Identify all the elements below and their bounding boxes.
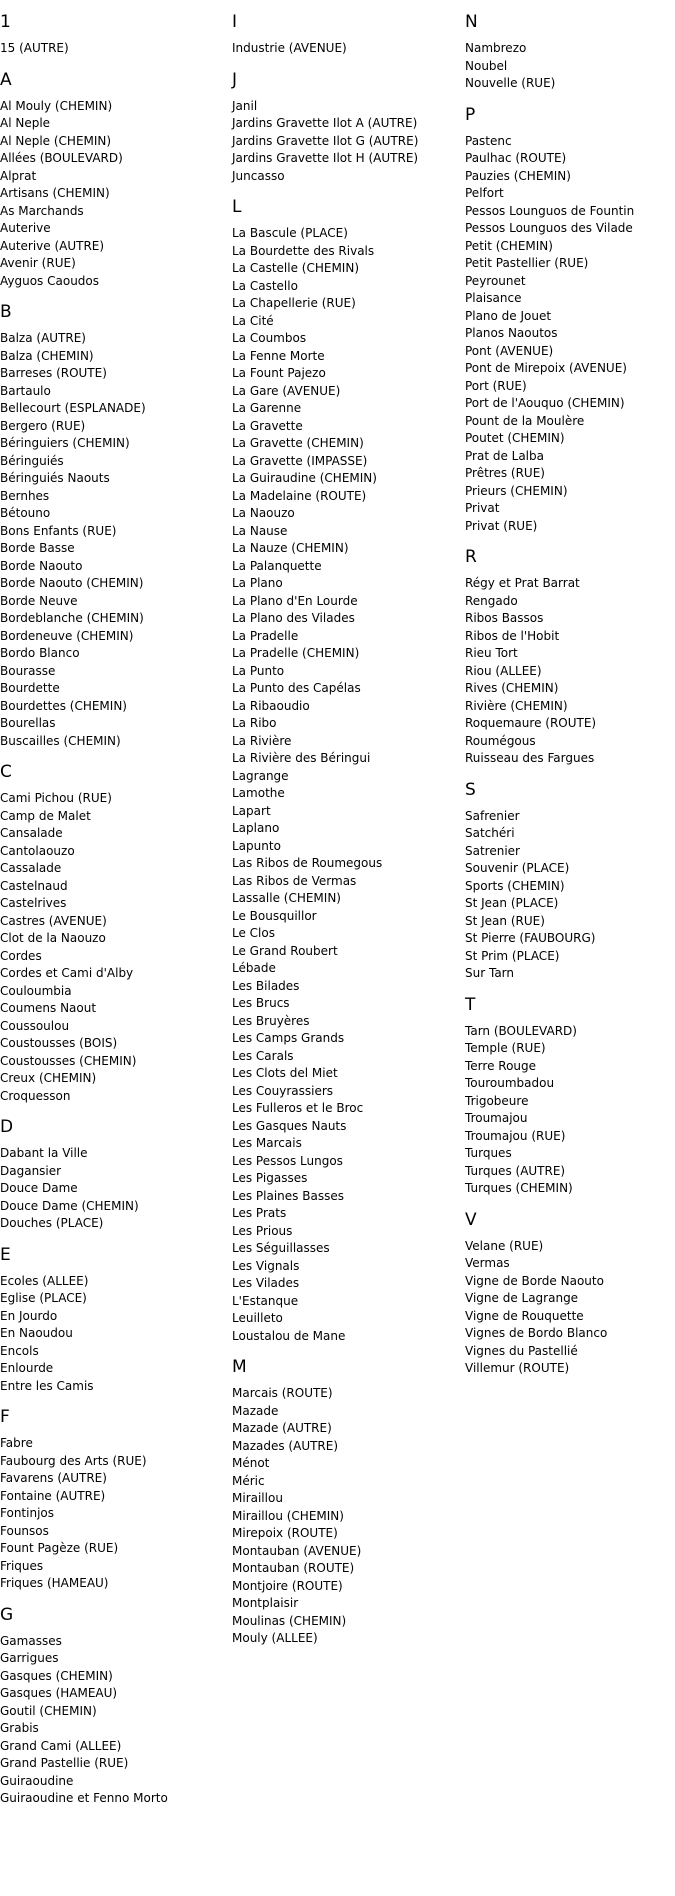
street-name: La Fount Pajezo bbox=[232, 366, 326, 380]
street-name: Pelfort bbox=[465, 186, 504, 200]
street-name: Alprat bbox=[0, 168, 37, 183]
street-name: Ribos Bassos bbox=[465, 611, 544, 625]
street-name: Lapunto bbox=[232, 838, 281, 853]
street-name: Coussoulou bbox=[0, 1018, 70, 1033]
street-name: Privat (RUE) bbox=[465, 518, 538, 533]
street-name: Rieu Tort bbox=[465, 646, 518, 660]
street-name: Plano de Jouet bbox=[465, 308, 552, 323]
street-name: St Pierre (FAUBOURG) bbox=[465, 931, 596, 945]
letter-heading: V bbox=[465, 1209, 477, 1230]
letter-heading: E bbox=[0, 1244, 11, 1265]
street-name: Ayguos Caoudos bbox=[0, 273, 100, 288]
street-name: Bourdette bbox=[0, 681, 60, 695]
street-name: Mouly (ALLEE) bbox=[232, 1631, 318, 1645]
street-name: Turques (CHEMIN) bbox=[465, 1181, 573, 1195]
street-list bbox=[465, 808, 675, 983]
street-name: Jardins Gravette Ilot A (AUTRE) bbox=[232, 116, 418, 130]
street-name: Douce Dame (CHEMIN) bbox=[0, 1198, 139, 1213]
street-name: 15 (AUTRE) bbox=[0, 41, 69, 55]
street-name: Balza (AUTRE) bbox=[0, 331, 86, 345]
index-column-1 bbox=[0, 12, 220, 1820]
street-name: Vigne de Rouquette bbox=[465, 1308, 584, 1323]
letter-section bbox=[465, 12, 675, 93]
letter-section bbox=[0, 70, 220, 291]
street-name: Grabis bbox=[0, 1721, 39, 1735]
street-name: Terre Rouge bbox=[465, 1058, 537, 1073]
street-name: La Plano des Vilades bbox=[232, 611, 355, 625]
street-name: En Jourdo bbox=[0, 1308, 58, 1323]
street-name: Dabant la Ville bbox=[0, 1146, 88, 1160]
letter-heading: B bbox=[0, 302, 12, 322]
street-name: Paulhac (ROUTE) bbox=[465, 151, 567, 165]
street-name: Villemur (ROUTE) bbox=[465, 1361, 570, 1375]
street-name: Goutil (CHEMIN) bbox=[0, 1703, 97, 1718]
street-name: Avenir (RUE) bbox=[0, 256, 76, 270]
street-name: Turques bbox=[465, 1146, 512, 1160]
street-name: Eglise (PLACE) bbox=[0, 1291, 87, 1305]
letter-heading: C bbox=[0, 762, 12, 782]
letter-heading: P bbox=[465, 104, 476, 125]
street-name: Petit (CHEMIN) bbox=[465, 238, 553, 253]
street-name: Miraillou (CHEMIN) bbox=[232, 1508, 344, 1523]
street-name: Fabre bbox=[0, 1436, 33, 1450]
street-name: Prieurs (CHEMIN) bbox=[465, 483, 568, 498]
street-name: Cassalade bbox=[0, 861, 62, 875]
street-name: Las Ribos de Vermas bbox=[232, 873, 357, 888]
street-name: St Prim (PLACE) bbox=[465, 948, 560, 963]
street-name: Mazade bbox=[232, 1403, 279, 1418]
street-name: Cordes et Cami d'Alby bbox=[0, 966, 134, 980]
street-name: Bordo Blanco bbox=[0, 646, 80, 660]
street-name: Coumens Naout bbox=[0, 1001, 97, 1015]
street-name: Fount Pagèze (RUE) bbox=[0, 1541, 119, 1555]
street-name: Le Grand Roubert bbox=[232, 943, 338, 958]
street-name: La Castello bbox=[232, 278, 298, 293]
street-name: La Plano bbox=[232, 576, 283, 590]
street-name: La Gravette (IMPASSE) bbox=[232, 453, 368, 468]
street-name: Juncasso bbox=[232, 168, 285, 183]
street-name: Les Bilades bbox=[232, 978, 300, 993]
street-name: Gasques (CHEMIN) bbox=[0, 1668, 113, 1683]
street-list bbox=[465, 40, 675, 93]
street-name: Ruisseau des Fargues bbox=[465, 751, 595, 765]
letter-section bbox=[232, 70, 452, 186]
street-name: As Marchands bbox=[0, 203, 84, 218]
letter-heading: N bbox=[465, 12, 478, 32]
street-name: Coustousses (BOIS) bbox=[0, 1036, 118, 1050]
street-name: La Plano d'En Lourde bbox=[232, 593, 358, 608]
street-name: Lagrange bbox=[232, 768, 289, 783]
street-list bbox=[0, 790, 220, 1105]
street-list bbox=[465, 1238, 675, 1378]
street-name: Bordeneuve (CHEMIN) bbox=[0, 628, 134, 643]
street-name: La Madelaine (ROUTE) bbox=[232, 488, 367, 503]
street-list bbox=[465, 1023, 675, 1198]
street-name: Montjoire (ROUTE) bbox=[232, 1578, 343, 1593]
street-name: Le Clos bbox=[232, 926, 275, 940]
street-name: La Castelle (CHEMIN) bbox=[232, 261, 360, 275]
street-name: Safrenier bbox=[465, 808, 520, 823]
street-list bbox=[0, 1145, 220, 1233]
street-name: Pastenc bbox=[465, 133, 512, 148]
street-name: Roquemaure (ROUTE) bbox=[465, 716, 597, 730]
street-name: Vigne de Borde Naouto bbox=[465, 1273, 604, 1288]
street-name: Trigobeure bbox=[465, 1093, 529, 1108]
street-name: Petit Pastellier (RUE) bbox=[465, 256, 589, 270]
street-name: Fontaine (AUTRE) bbox=[0, 1488, 106, 1503]
street-name: Buscailles (CHEMIN) bbox=[0, 733, 121, 748]
street-name: Béringuiés Naouts bbox=[0, 471, 110, 485]
street-name: La Palanquette bbox=[232, 558, 322, 573]
letter-section bbox=[0, 1117, 220, 1233]
street-name: Bourasse bbox=[0, 663, 56, 678]
street-name: Douches (PLACE) bbox=[0, 1216, 104, 1230]
letter-section bbox=[465, 547, 675, 768]
street-name: Plaisance bbox=[465, 291, 522, 305]
street-name: Grand Cami (ALLEE) bbox=[0, 1738, 122, 1753]
street-name: Douce Dame bbox=[0, 1181, 78, 1195]
street-name: Borde Naouto (CHEMIN) bbox=[0, 576, 144, 590]
street-name: Prêtres (RUE) bbox=[465, 466, 545, 480]
street-list bbox=[232, 40, 452, 58]
street-name: Laplano bbox=[232, 821, 280, 835]
street-name: Roumégous bbox=[465, 733, 536, 748]
street-name: Bartaulo bbox=[0, 383, 51, 398]
street-name: La Pradelle bbox=[232, 628, 299, 643]
letter-section bbox=[232, 197, 452, 1345]
street-name: Riou (ALLEE) bbox=[465, 663, 542, 678]
letter-section bbox=[0, 1605, 220, 1808]
street-name: La Ribo bbox=[232, 716, 277, 730]
street-name: Ménot bbox=[232, 1456, 270, 1470]
street-name: Rivière (CHEMIN) bbox=[465, 698, 568, 713]
street-name: Vigne de Lagrange bbox=[465, 1291, 579, 1305]
letter-section bbox=[465, 105, 675, 536]
street-name: Troumajou bbox=[465, 1111, 528, 1125]
street-name: La Pradelle (CHEMIN) bbox=[232, 646, 360, 660]
street-name: Satrenier bbox=[465, 843, 520, 858]
street-name: Cami Pichou (RUE) bbox=[0, 791, 112, 805]
street-name: Sur Tarn bbox=[465, 966, 514, 980]
street-name: Lapart bbox=[232, 803, 271, 818]
street-name: Privat bbox=[465, 501, 500, 515]
street-name: Rives (CHEMIN) bbox=[465, 681, 559, 695]
street-name: Enlourde bbox=[0, 1361, 54, 1375]
street-name: Les Brucs bbox=[232, 996, 290, 1010]
street-list bbox=[465, 133, 675, 536]
street-name: La Bascule (PLACE) bbox=[232, 226, 348, 240]
street-name: Ecoles (ALLEE) bbox=[0, 1273, 89, 1288]
street-name: Loustalou de Mane bbox=[232, 1328, 346, 1343]
street-name: La Fenne Morte bbox=[232, 348, 325, 363]
street-name: Béringuiers (CHEMIN) bbox=[0, 436, 130, 450]
street-name: Jardins Gravette Ilot G (AUTRE) bbox=[232, 133, 419, 148]
street-name: Mirepoix (ROUTE) bbox=[232, 1526, 338, 1540]
letter-heading: L bbox=[232, 197, 242, 217]
street-list bbox=[232, 98, 452, 186]
street-name: Al Mouly (CHEMIN) bbox=[0, 98, 113, 113]
street-name: Lamothe bbox=[232, 786, 285, 800]
letter-heading: D bbox=[0, 1117, 14, 1137]
street-name: Les Bruyères bbox=[232, 1013, 310, 1028]
street-name: Rengado bbox=[465, 593, 518, 608]
street-name: Les Pigasses bbox=[232, 1171, 308, 1185]
street-name: Les Fulleros et le Broc bbox=[232, 1101, 364, 1115]
street-name: Fontinjos bbox=[0, 1506, 54, 1520]
street-name: Garrigues bbox=[0, 1651, 59, 1665]
letter-section bbox=[465, 1210, 675, 1378]
street-name: Castelnaud bbox=[0, 878, 68, 893]
street-name: Bourellas bbox=[0, 716, 56, 730]
street-name: Vignes du Pastellié bbox=[465, 1343, 578, 1358]
street-name: Borde Neuve bbox=[0, 593, 78, 608]
street-name: Friques (HAMEAU) bbox=[0, 1576, 109, 1590]
street-name: Castres (AVENUE) bbox=[0, 913, 107, 928]
street-name: Les Gasques Nauts bbox=[232, 1118, 347, 1133]
letter-heading: I bbox=[232, 12, 238, 32]
street-name: Bourdettes (CHEMIN) bbox=[0, 698, 127, 713]
street-name: La Gravette (CHEMIN) bbox=[232, 436, 364, 450]
street-name: Montplaisir bbox=[232, 1596, 299, 1610]
street-list bbox=[0, 1273, 220, 1396]
street-name: Les Plaines Basses bbox=[232, 1188, 344, 1203]
letter-section bbox=[0, 302, 220, 750]
street-name: Souvenir (PLACE) bbox=[465, 861, 570, 875]
letter-heading: S bbox=[465, 779, 476, 800]
street-name: Peyrounet bbox=[465, 273, 526, 288]
letter-heading: A bbox=[0, 69, 12, 90]
street-name: Dagansier bbox=[0, 1163, 62, 1178]
street-name: Gasques (HAMEAU) bbox=[0, 1686, 118, 1700]
street-name: Allées (BOULEVARD) bbox=[0, 151, 123, 165]
street-name: Les Pessos Lungos bbox=[232, 1153, 343, 1168]
street-name: La Naouzo bbox=[232, 506, 295, 520]
street-name: La Nauze (CHEMIN) bbox=[232, 541, 349, 555]
street-name: Les Prious bbox=[232, 1223, 293, 1238]
street-name: La Rivière des Béringui bbox=[232, 751, 371, 765]
index-column-3 bbox=[465, 12, 675, 1390]
street-name: Méric bbox=[232, 1473, 265, 1488]
street-name: Miraillou bbox=[232, 1491, 283, 1505]
street-name: Les Carals bbox=[232, 1048, 294, 1063]
letter-section bbox=[232, 1357, 452, 1648]
street-name: Marcais (ROUTE) bbox=[232, 1386, 333, 1400]
street-name: Pount de la Moulère bbox=[465, 413, 585, 428]
street-name: La Gravette bbox=[232, 418, 303, 433]
street-name: Lassalle (CHEMIN) bbox=[232, 891, 341, 905]
street-name: La Cité bbox=[232, 313, 274, 328]
street-name: Port (RUE) bbox=[465, 378, 527, 393]
street-name: Borde Basse bbox=[0, 541, 75, 555]
street-name: Castelrives bbox=[0, 896, 67, 910]
street-name: Couloumbia bbox=[0, 983, 72, 998]
letter-section bbox=[0, 12, 220, 58]
street-name: Les Séguillasses bbox=[232, 1241, 330, 1255]
street-name: Friques bbox=[0, 1558, 44, 1573]
street-name: Régy et Prat Barrat bbox=[465, 576, 580, 590]
street-name: Las Ribos de Roumegous bbox=[232, 856, 383, 870]
street-name: Grand Pastellie (RUE) bbox=[0, 1756, 129, 1770]
street-name: Al Neple bbox=[0, 116, 51, 130]
letter-heading: R bbox=[465, 547, 477, 567]
street-name: Cordes bbox=[0, 948, 42, 963]
street-name: Mazades (AUTRE) bbox=[232, 1438, 339, 1453]
street-name: Lébade bbox=[232, 961, 276, 975]
letter-section bbox=[0, 1407, 220, 1593]
street-name: Faubourg des Arts (RUE) bbox=[0, 1453, 147, 1468]
street-name: Croquesson bbox=[0, 1088, 71, 1103]
street-name: Favarens (AUTRE) bbox=[0, 1471, 107, 1485]
street-name: Guiraoudine bbox=[0, 1773, 74, 1788]
letter-section bbox=[0, 1245, 220, 1396]
street-name: Coustousses (CHEMIN) bbox=[0, 1053, 137, 1068]
street-list bbox=[232, 225, 452, 1345]
street-name: Moulinas (CHEMIN) bbox=[232, 1613, 347, 1628]
street-name: Temple (RUE) bbox=[465, 1041, 546, 1055]
letter-heading: 1 bbox=[0, 12, 11, 32]
street-name: La Nause bbox=[232, 523, 288, 538]
street-name: Béringuiés bbox=[0, 453, 64, 468]
street-name: Balza (CHEMIN) bbox=[0, 348, 94, 363]
street-name: Turques (AUTRE) bbox=[465, 1163, 566, 1178]
street-name: Barreses (ROUTE) bbox=[0, 366, 107, 380]
street-name: Les Vignals bbox=[232, 1258, 300, 1273]
letter-heading: T bbox=[465, 994, 476, 1015]
street-list bbox=[0, 1633, 220, 1808]
street-name: Artisans (CHEMIN) bbox=[0, 186, 110, 200]
street-name: Industrie (AVENUE) bbox=[232, 41, 347, 55]
street-name: La Garenne bbox=[232, 401, 302, 415]
street-name: Jardins Gravette Ilot H (AUTRE) bbox=[232, 151, 419, 165]
street-name: Les Marcais bbox=[232, 1136, 302, 1150]
street-name: Pont (AVENUE) bbox=[465, 343, 554, 358]
street-name: Cantolaouzo bbox=[0, 843, 75, 858]
street-name: Les Vilades bbox=[232, 1276, 300, 1290]
street-name: La Coumbos bbox=[232, 331, 307, 345]
street-name: Clot de la Naouzo bbox=[0, 931, 106, 945]
street-name: La Rivière bbox=[232, 733, 292, 748]
street-list bbox=[0, 330, 220, 750]
street-name: En Naoudou bbox=[0, 1326, 73, 1340]
street-name: Sports (CHEMIN) bbox=[465, 878, 565, 893]
street-name: Les Clots del Miet bbox=[232, 1066, 338, 1080]
street-name: Creux (CHEMIN) bbox=[0, 1071, 97, 1085]
street-name: Vignes de Bordo Blanco bbox=[465, 1326, 608, 1340]
street-name: La Punto des Capélas bbox=[232, 681, 361, 695]
street-name: Encols bbox=[0, 1343, 39, 1358]
street-name: Auterive bbox=[0, 221, 51, 235]
street-name: Poutet (CHEMIN) bbox=[465, 431, 565, 445]
street-name: Gamasses bbox=[0, 1633, 62, 1648]
street-name: Les Couyrassiers bbox=[232, 1083, 334, 1098]
street-name: Pauzies (CHEMIN) bbox=[465, 168, 571, 183]
street-name: Pessos Lounguos de Fountin bbox=[465, 203, 635, 218]
street-name: Touroumbadou bbox=[465, 1076, 555, 1090]
street-name: L'Estanque bbox=[232, 1293, 299, 1308]
letter-heading: F bbox=[0, 1407, 10, 1427]
street-name: Le Bousquillor bbox=[232, 908, 317, 923]
street-name: Cansalade bbox=[0, 826, 63, 840]
street-name: Auterive (AUTRE) bbox=[0, 238, 105, 253]
letter-heading: J bbox=[232, 69, 238, 90]
street-name: Bons Enfants (RUE) bbox=[0, 523, 117, 538]
letter-section bbox=[0, 762, 220, 1105]
street-name: St Jean (PLACE) bbox=[465, 896, 559, 910]
street-name: Bétouno bbox=[0, 506, 51, 520]
street-name: Bergero (RUE) bbox=[0, 418, 86, 433]
letter-heading: G bbox=[0, 1604, 14, 1625]
street-name: Pont de Mirepoix (AVENUE) bbox=[465, 361, 627, 375]
street-list bbox=[0, 40, 220, 58]
street-name: La Bourdette des Rivals bbox=[232, 243, 375, 258]
street-list bbox=[0, 1435, 220, 1593]
street-name: Prat de Lalba bbox=[465, 448, 544, 463]
letter-section bbox=[232, 12, 452, 58]
street-name: Entre les Camis bbox=[0, 1378, 94, 1393]
street-name: Planos Naoutos bbox=[465, 326, 558, 340]
street-name: La Ribaoudio bbox=[232, 698, 310, 713]
street-name: Camp de Malet bbox=[0, 808, 91, 823]
street-name: Les Prats bbox=[232, 1206, 287, 1220]
street-name: St Jean (RUE) bbox=[465, 913, 545, 928]
street-name: Leuilleto bbox=[232, 1311, 283, 1325]
street-name: Vermas bbox=[465, 1256, 510, 1270]
letter-section bbox=[465, 780, 675, 983]
street-name: Les Camps Grands bbox=[232, 1031, 345, 1045]
street-name: Borde Naouto bbox=[0, 558, 83, 573]
street-name: Janil bbox=[232, 98, 258, 113]
street-name: Port de l'Aouquo (CHEMIN) bbox=[465, 396, 625, 410]
street-name: Noubel bbox=[465, 58, 508, 73]
street-name: Mazade (AUTRE) bbox=[232, 1421, 332, 1435]
street-name: Ribos de l'Hobit bbox=[465, 628, 560, 643]
street-name: Nambrezo bbox=[465, 41, 527, 55]
street-name: Tarn (BOULEVARD) bbox=[465, 1023, 577, 1038]
street-name: Troumajou (RUE) bbox=[465, 1128, 566, 1143]
street-name: La Guiraudine (CHEMIN) bbox=[232, 471, 377, 485]
street-name: Velane (RUE) bbox=[465, 1238, 544, 1253]
street-name: Bernhes bbox=[0, 488, 50, 503]
street-name: Bellecourt (ESPLANADE) bbox=[0, 401, 146, 415]
street-name: Pessos Lounguos des Vilade bbox=[465, 221, 633, 235]
index-column-2 bbox=[232, 12, 452, 1660]
letter-heading: M bbox=[232, 1357, 247, 1377]
street-name: La Gare (AVENUE) bbox=[232, 383, 341, 398]
street-name: Satchéri bbox=[465, 826, 515, 840]
street-name: Guiraoudine et Fenno Morto bbox=[0, 1791, 168, 1805]
street-name: La Chapellerie (RUE) bbox=[232, 296, 356, 310]
street-name: La Punto bbox=[232, 663, 285, 678]
street-name: Montauban (ROUTE) bbox=[232, 1561, 355, 1575]
street-name: Founsos bbox=[0, 1523, 49, 1538]
street-name: Montauban (AVENUE) bbox=[232, 1543, 362, 1558]
street-name: Al Neple (CHEMIN) bbox=[0, 133, 112, 148]
street-list bbox=[465, 575, 675, 768]
street-list bbox=[0, 98, 220, 291]
street-name: Nouvelle (RUE) bbox=[465, 76, 556, 90]
street-list bbox=[232, 1385, 452, 1648]
street-name: Bordeblanche (CHEMIN) bbox=[0, 611, 144, 625]
letter-section bbox=[465, 995, 675, 1198]
